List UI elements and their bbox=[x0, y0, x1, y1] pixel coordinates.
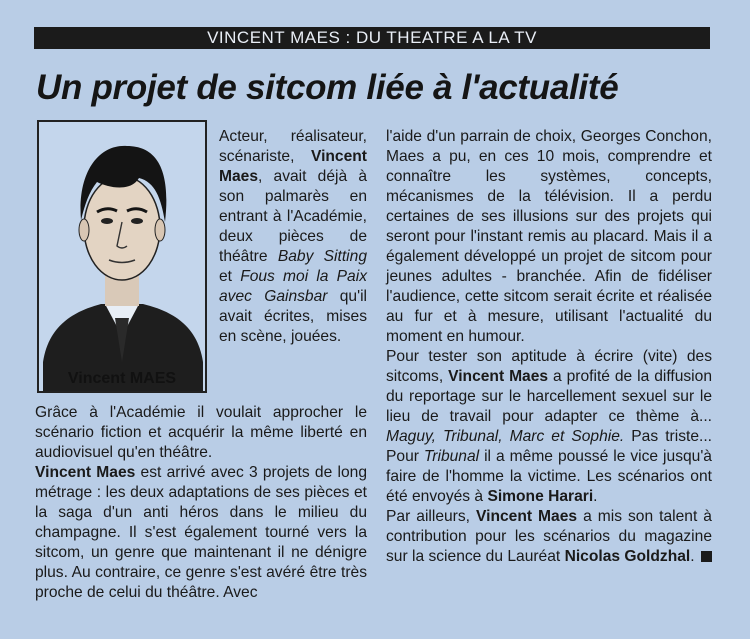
paragraph-sitcom-text-2: a profité de la diffusion du reportage sur le harcellement sexuel sur le lieu de travail pour adapter ce thème à... bbox=[386, 368, 712, 425]
intro-text-4: qu'il avait écrites, mises en scène, jouées. bbox=[219, 288, 367, 345]
show-titles: Maguy, Tribunal, Marc et Sophie. bbox=[386, 428, 625, 445]
person-name-harari: Simone Harari bbox=[487, 488, 594, 505]
intro-text-3: et bbox=[219, 268, 241, 285]
paragraph-sitcom-text-5: . bbox=[593, 488, 598, 505]
paragraph-science-text-2: a mis son talent à contribution pour les scénarios du magazine sur la science du Lauréat bbox=[386, 508, 712, 565]
left-column-body bbox=[35, 403, 367, 603]
show-title-tribunal: Tribunal bbox=[423, 448, 480, 465]
person-name-goldzhal: Nicolas Goldzhal bbox=[564, 548, 691, 565]
paragraph-science-text-1: Par ailleurs, bbox=[386, 508, 477, 525]
paragraph-sitcom-text-1: Pour tester son aptitude à écrire (vite) des sitcoms, bbox=[386, 348, 712, 385]
section-banner: VINCENT MAES : DU THEATRE A LA TV bbox=[34, 27, 710, 49]
paragraph-sitcom-text-3: Pas triste... Pour bbox=[386, 428, 712, 465]
intro-text-2: , avait déjà à son palmarès en entrant à l'Académie, deux pièces de théâtre bbox=[219, 168, 367, 265]
right-column-body bbox=[386, 127, 712, 567]
paragraph-academie: Grâce à l'Académie il voulait approcher le scénario fiction et acquérir la même liberté en audiovisuel qu'en théâtre. bbox=[35, 404, 367, 461]
paragraph-projects: est arrivé avec 3 projets de long métrage : les deux adaptations de ses pièces et la saga d'un anti héros dans le milieu du champagne. Il s'est également tourné vers la sitcom, un genre que maintenant il ne dénigre plus. Au contraire, ce genre s'est avéré être très proche de celui du théâtre. Avec bbox=[35, 464, 367, 601]
photo-caption: Vincent MAES bbox=[67, 370, 177, 387]
paragraph-science-text-3: . bbox=[690, 548, 695, 565]
portrait-illustration bbox=[39, 122, 205, 391]
end-of-article-mark bbox=[701, 551, 712, 562]
intro-text-1: Acteur, réalisateur, scénariste, bbox=[219, 128, 367, 165]
subject-name: Vincent Maes bbox=[476, 508, 578, 525]
intro-column bbox=[219, 127, 367, 347]
subject-name: Vincent Maes bbox=[219, 148, 367, 185]
play-title-1: Baby Sitting bbox=[277, 248, 367, 265]
play-title-2: Fous moi la Paix avec Gainsbar bbox=[219, 268, 367, 305]
article-headline: Un projet de sitcom liée à l'actualité bbox=[36, 68, 619, 107]
portrait-photo bbox=[37, 120, 207, 393]
subject-name: Vincent Maes bbox=[448, 368, 549, 385]
subject-name: Vincent Maes bbox=[35, 464, 136, 481]
paragraph-sitcom-text-4: il a même poussé le vice jusqu'à faire de l'homme la victime. Les scénarios ont été envoyés à bbox=[386, 448, 712, 505]
paragraph-conchon: l'aide d'un parrain de choix, Georges Conchon, Maes a pu, en ces 10 mois, comprendre et connaître les systèmes, concepts, mécanismes de la télévision. Il a perdu certaines de ses illusions sur des projets qui seront pour l'instant remis au placard. Mais il a également développé un projet de sitcom pour jeunes adultes - branchée. Afin de fidéliser l'audience, cette sitcom serait écrite et réalisée au fur et à mesure, utilisant l'actualité du moment en humour. bbox=[386, 128, 712, 345]
